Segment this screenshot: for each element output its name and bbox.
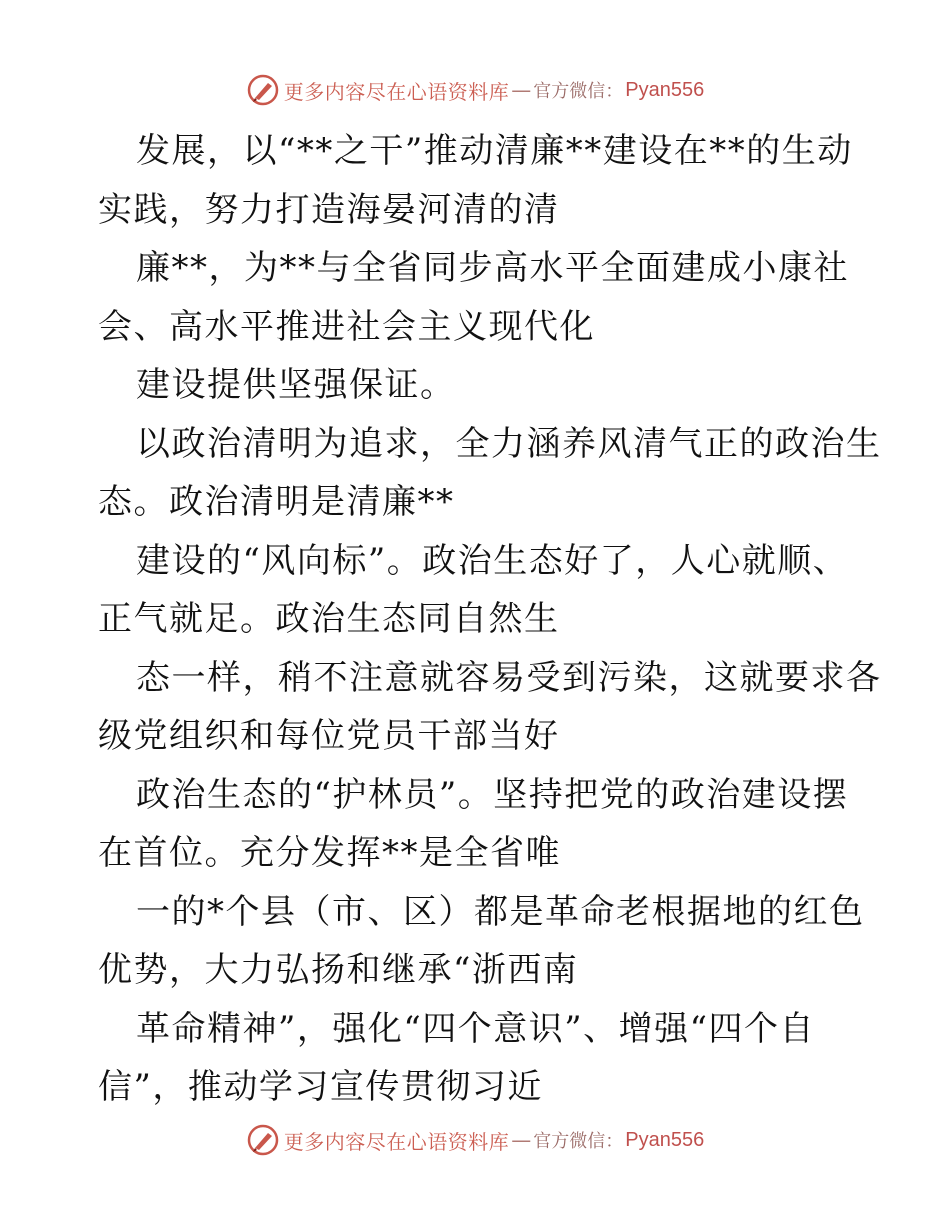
wechat-label: 官方微信：: [533, 1131, 624, 1152]
footer-banner: [0, 1120, 950, 1160]
banner-text: 更多内容尽在心语资料库: [283, 79, 510, 104]
wechat-id: Pyan556: [625, 1128, 705, 1151]
text-line: 级党组织和每位党员干部当好: [98, 716, 560, 756]
text-line: 实践，努力打造海晏河清的清: [98, 189, 560, 230]
text-line: 发展，以“**之干”推动清廉**建设在**的生动: [136, 131, 853, 171]
pen-logo-icon: [246, 1123, 280, 1157]
text-line: 优势，大力弘扬和继承“浙西南: [98, 950, 579, 990]
text-line: 建设的“风向标”。政治生态好了，人心就顺、: [136, 540, 849, 581]
text-line: 会、高水平推进社会主义现代化: [98, 306, 595, 347]
banner-dash: —: [511, 1128, 532, 1152]
document-body: [98, 122, 882, 1117]
text-line: 建设提供坚强保证。: [136, 365, 456, 405]
banner-text: 更多内容尽在心语资料库: [283, 1129, 510, 1154]
text-line: 一的*个县（市、区）都是革命老根据地的红色: [136, 891, 865, 932]
pen-logo-icon: [246, 73, 280, 107]
header-banner: [0, 70, 950, 110]
text-line: 态。政治清明是清廉**: [98, 482, 455, 522]
text-line: 正气就足。政治生态同自然生: [98, 599, 560, 639]
text-line: 信”，推动学习宣传贯彻习近: [98, 1067, 543, 1107]
banner-dash: —: [511, 78, 532, 102]
wechat-label: 官方微信：: [533, 81, 624, 102]
wechat-id: Pyan556: [625, 78, 705, 101]
text-line: 在首位。充分发挥**是全省唯: [98, 833, 561, 873]
text-line: 以政治清明为追求，全力涵养风清气正的政治生: [136, 423, 882, 464]
text-line: 态一样，稍不注意就容易受到污染，这就要求各: [136, 657, 882, 698]
text-line: 廉**，为**与全省同步高水平全面建成小康社: [136, 248, 849, 288]
text-line: 革命精神”，强化“四个意识”、增强“四个自: [136, 1008, 816, 1049]
text-line: 政治生态的“护林员”。坚持把党的政治建设摆: [136, 774, 849, 815]
